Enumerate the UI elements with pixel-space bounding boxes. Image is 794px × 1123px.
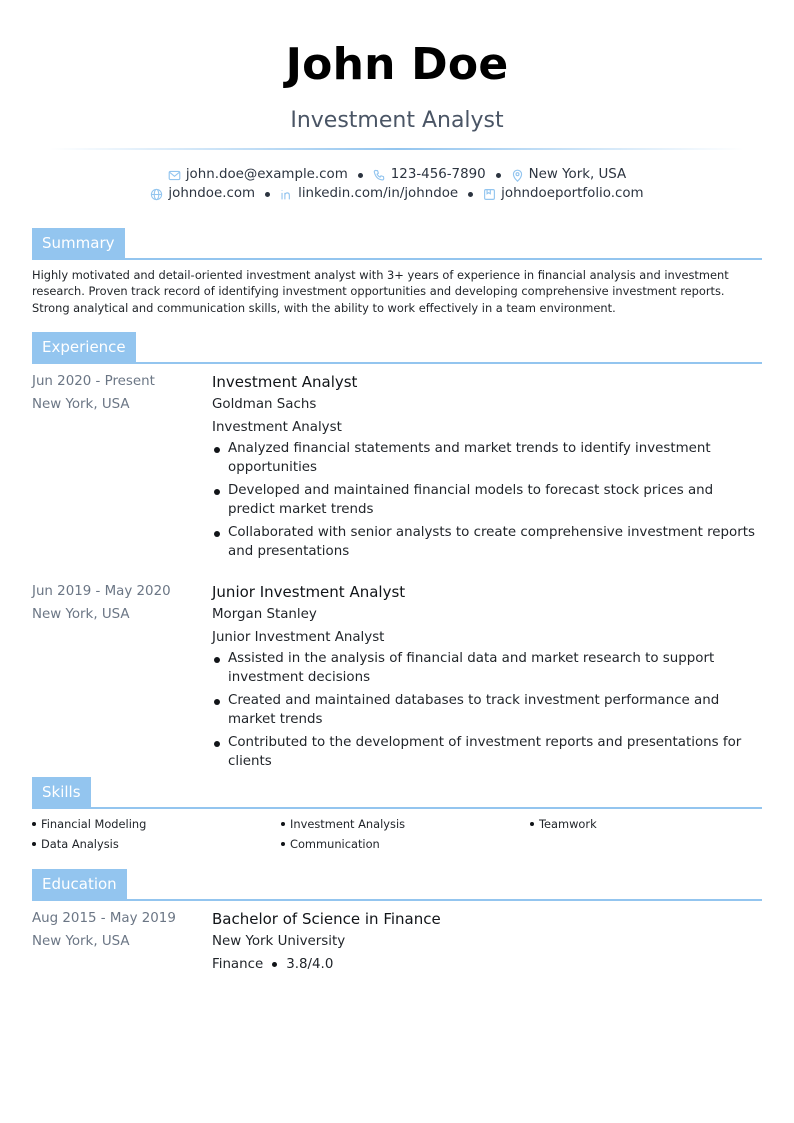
mail-icon <box>168 169 181 182</box>
skill-item <box>281 836 380 852</box>
contact-portfolio[interactable] <box>483 185 643 203</box>
contact-location <box>511 166 627 184</box>
experience-bullet <box>212 439 764 477</box>
experience-heading-rule <box>32 362 762 364</box>
experience-bullet-text: Collaborated with senior analysts to create comprehensive investment reports and presentations <box>228 525 755 559</box>
experience-bullet <box>212 523 764 561</box>
candidate-headline: Investment Analyst <box>290 108 504 133</box>
education-heading-rule <box>32 899 762 901</box>
bullet-dot <box>214 657 220 663</box>
bullet-dot <box>214 531 220 537</box>
contact-linkedin-text: linkedin.com/in/johndoe <box>298 186 459 201</box>
experience-bullet-text: Assisted in the analysis of financial data and market research to support investment decisions <box>228 651 715 685</box>
education-section-header <box>32 869 762 901</box>
bullet-dot <box>32 822 36 826</box>
bullet-dot <box>214 447 220 453</box>
skill-text: Investment Analysis <box>290 817 406 831</box>
education-meta <box>32 907 202 953</box>
bullet-dot <box>214 741 220 747</box>
experience-body <box>212 370 764 565</box>
skills-section-header <box>32 777 762 809</box>
experience-meta <box>32 370 202 416</box>
candidate-name: John Doe <box>285 39 509 90</box>
contact-website[interactable] <box>150 185 255 203</box>
skills-heading-rule <box>32 807 762 809</box>
experience-body <box>212 580 764 775</box>
skill-text: Data Analysis <box>41 837 119 851</box>
experience-dates: Jun 2020 - Present <box>32 374 155 389</box>
skills-heading: Skills <box>32 777 91 807</box>
header-divider <box>50 148 744 150</box>
experience-bullet <box>212 481 764 519</box>
contact-portfolio-text: johndoeportfolio.com <box>501 186 644 201</box>
skill-text: Financial Modeling <box>41 817 147 831</box>
contact-website-text: johndoe.com <box>168 186 256 201</box>
contact-separator <box>496 173 501 178</box>
contact-separator <box>358 173 363 178</box>
experience-bullet <box>212 649 764 687</box>
summary-section-header <box>32 228 762 260</box>
education-details <box>212 953 764 976</box>
education-location: New York, USA <box>32 934 130 949</box>
contact-separator <box>468 192 473 197</box>
contact-location-text: New York, USA <box>528 167 627 182</box>
experience-bullet-text: Created and maintained databases to track investment performance and market trends <box>228 693 720 727</box>
linkedin-icon <box>280 188 293 201</box>
experience-bullets <box>212 439 764 561</box>
contact-separator <box>265 192 270 197</box>
education-degree: Bachelor of Science in Finance <box>212 910 441 928</box>
experience-title: Investment Analyst <box>212 373 358 391</box>
summary-text: Highly motivated and detail-oriented investment analyst with 3+ years of experience in financial analysis and investment research. Proven track record of identifying investment opportunities and developing comprehensive investment reports. Strong analytical and communication skills, with the ability to work effectively in a team environment. <box>32 268 729 315</box>
experience-bullet-text: Contributed to the development of investment reports and presentations for clients <box>228 735 742 769</box>
experience-position: Investment Analyst <box>212 420 342 435</box>
contact-email[interactable] <box>168 166 348 184</box>
experience-position: Junior Investment Analyst <box>212 630 385 645</box>
portfolio-icon <box>483 188 496 201</box>
experience-dates: Jun 2019 - May 2020 <box>32 584 171 599</box>
bullet-dot <box>281 822 285 826</box>
education-heading: Education <box>32 869 127 899</box>
education-school: New York University <box>212 934 346 949</box>
skill-text: Communication <box>290 837 380 851</box>
bullet-dot <box>214 489 220 495</box>
location-pin-icon <box>511 169 524 182</box>
bullet-dot <box>214 699 220 705</box>
education-separator <box>272 962 277 967</box>
bullet-dot <box>530 822 534 826</box>
education-gpa: 3.8/4.0 <box>286 957 334 972</box>
skill-item <box>281 816 405 832</box>
education-body <box>212 907 764 976</box>
skill-item <box>32 836 119 852</box>
experience-section-header <box>32 332 762 364</box>
experience-meta <box>32 580 202 626</box>
experience-title: Junior Investment Analyst <box>212 583 406 601</box>
experience-bullet-text: Analyzed financial statements and market trends to identify investment opportunities <box>228 441 711 475</box>
experience-bullets <box>212 649 764 771</box>
experience-bullet-text: Developed and maintained financial models to forecast stock prices and predict market trends <box>228 483 714 517</box>
experience-bullet <box>212 691 764 729</box>
skill-item <box>32 816 146 832</box>
education-dates: Aug 2015 - May 2019 <box>32 911 176 926</box>
experience-heading: Experience <box>32 332 136 362</box>
phone-icon <box>373 169 386 182</box>
summary-heading-rule <box>32 258 762 260</box>
experience-location: New York, USA <box>32 607 130 622</box>
contact-phone[interactable] <box>373 166 486 184</box>
bullet-dot <box>32 842 36 846</box>
contact-email-text: john.doe@example.com <box>185 167 348 182</box>
experience-company: Morgan Stanley <box>212 607 317 622</box>
skill-item <box>530 816 597 832</box>
contact-row-links <box>0 185 794 203</box>
experience-company: Goldman Sachs <box>212 397 317 412</box>
summary-heading: Summary <box>32 228 125 258</box>
contact-row-primary <box>0 166 794 184</box>
experience-location: New York, USA <box>32 397 130 412</box>
contact-linkedin[interactable] <box>280 185 458 203</box>
education-field: Finance <box>212 957 264 972</box>
bullet-dot <box>281 842 285 846</box>
experience-bullet <box>212 733 764 771</box>
contact-phone-text: 123-456-7890 <box>390 167 486 182</box>
skill-text: Teamwork <box>539 817 597 831</box>
globe-icon <box>150 188 163 201</box>
